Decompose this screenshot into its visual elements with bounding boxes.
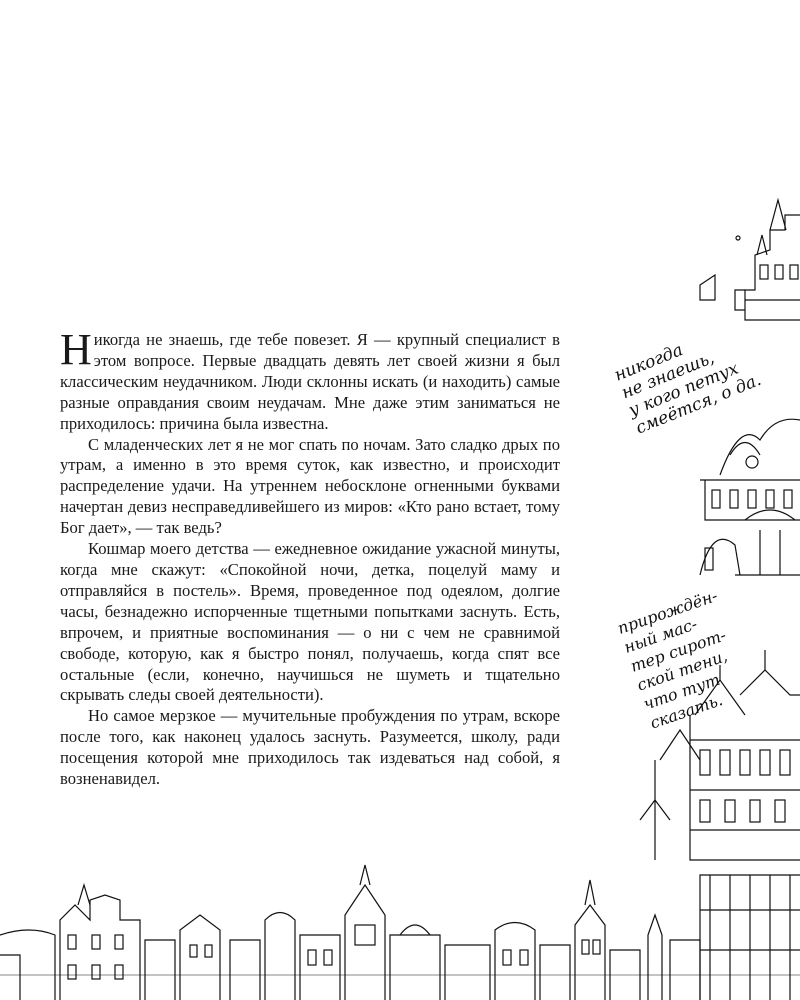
right-domed-building bbox=[700, 419, 800, 575]
bottom-skyline bbox=[0, 865, 800, 1000]
paragraph-4: Но самое мерзкое — мучительные пробуждения по утрам, вскоре после того, как наконец удалось заснуть. Разумеется, школу, ради посещения которой мне приходилось так издеваться над собой, я возненавидел. bbox=[60, 706, 560, 789]
handwritten-note-2: прирождён- ный мас- тер сирот- ской тени, что тут сказать. bbox=[615, 585, 730, 733]
paragraph-3: Кошмар моего детства — ежедневное ожидание ужасной минуты, когда мне скажут: «Спокойной ночи, детка, поцелуй маму и отправляйся в постель». Время, проведенное под одеялом, долгие часы, безнадежно испорченные тщетными попытками заснуть. Есть, впрочем, и приятные воспоминания — о ни с чем не сравнимой свободе, которую, как я быстро понял, получаешь, когда спят все остальные (если, конечно, научишься не шуметь и тщательно скрывать следы своей деятельности). bbox=[60, 539, 560, 705]
handwritten-note-1: никогда не знаешь, у кого петух смеётся, о да. bbox=[611, 340, 765, 439]
main-text bbox=[60, 325, 560, 790]
right-tower-top bbox=[700, 200, 800, 320]
paragraph-1-text: икогда не знаешь, где тебе повезет. Я — крупный специалист в этом вопросе. Первые двадцать девять лет своей жизни я был классическим неудачником. Люди склонны искать (и находить) самые разные оправдания своим неудачам. Мне даже этим заниматься не приходилось: причина была известна. bbox=[60, 330, 560, 433]
paragraph-1 bbox=[60, 325, 560, 435]
drop-cap: Н bbox=[60, 325, 92, 374]
paragraph-2: С младенческих лет я не мог спать по ночам. Зато сладко дрых по утрам, а именно в это время суток, как известно, и происходит распределение удачи. На утреннем небосклоне огненными буквами начертан девиз несправедливейшего из миров: «Кто рано встает, тому Бог дает», — так ведь? bbox=[60, 434, 560, 538]
